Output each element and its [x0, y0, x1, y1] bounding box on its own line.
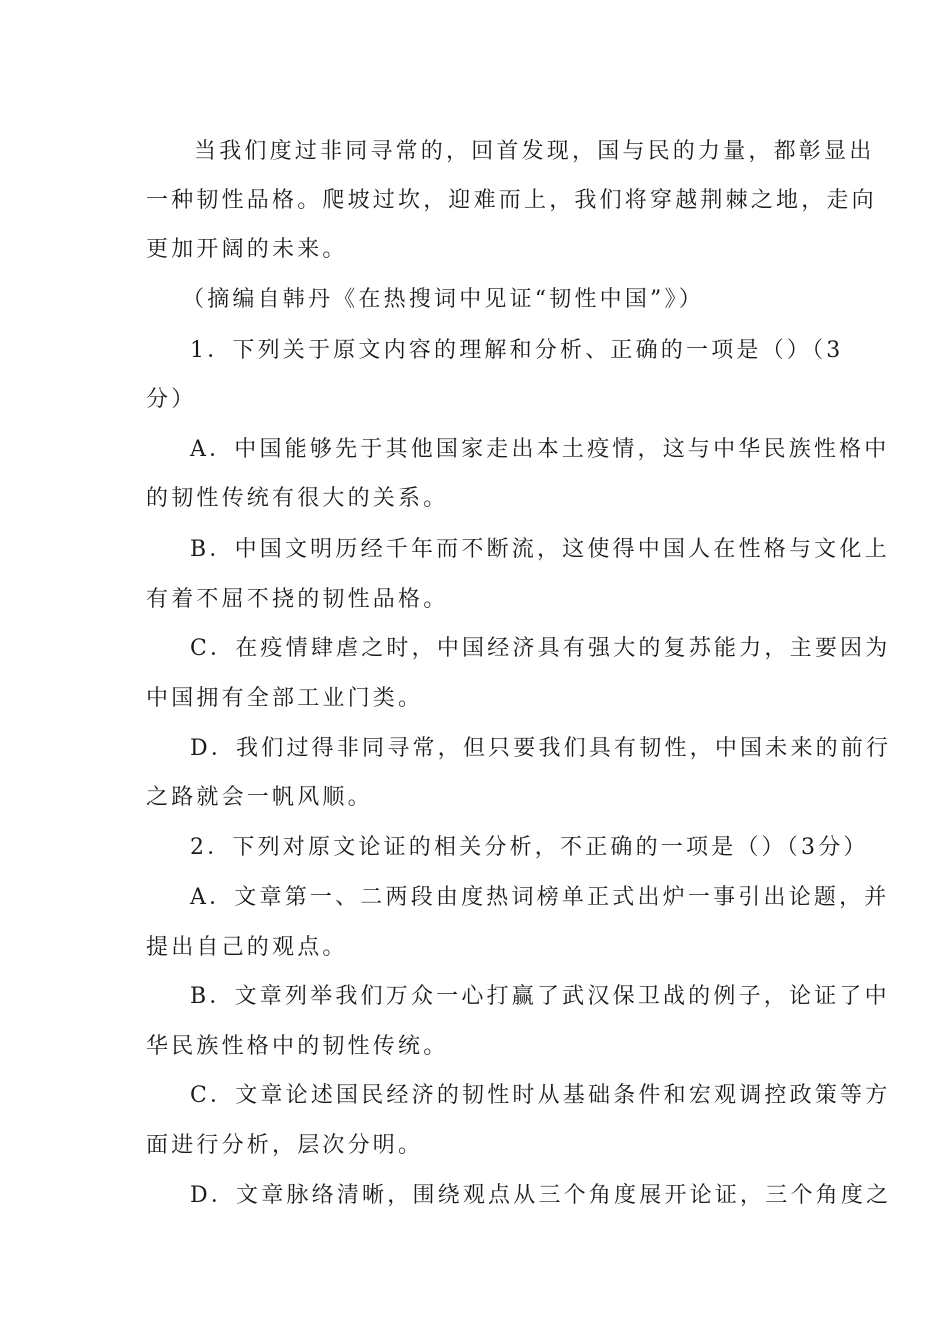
- passage-line-2: 一种韧性品格。爬坡过坎，迎难而上，我们将穿越荆棘之地，走向: [146, 188, 877, 213]
- q2-option-a-line-2: 提出自己的观点。: [146, 935, 348, 960]
- q1-stem-line-2: 分）: [146, 387, 197, 412]
- q1-option-a-line-2: 的韧性传统有很大的关系。: [146, 486, 449, 511]
- q1-option-c-line-2: 中国拥有全部工业门类。: [146, 686, 424, 711]
- q1-option-d-line-2: 之路就会一帆风顺。: [146, 785, 373, 810]
- q1-option-b-line-1: B．中国文明历经千年而不断流，这使得中国人在性格与文化上: [190, 537, 890, 562]
- q1-option-a-line-1: A．中国能够先于其他国家走出本土疫情，这与中华民族性格中: [190, 437, 890, 462]
- q1-option-d-line-1: D．我们过得非同寻常，但只要我们具有韧性，中国未来的前行: [190, 736, 892, 761]
- q2-option-b-line-2: 华民族性格中的韧性传统。: [146, 1034, 449, 1059]
- q2-option-c-line-2: 面进行分析，层次分明。: [146, 1133, 424, 1158]
- q1-option-c-line-1: C．在疫情肆虐之时，中国经济具有强大的复苏能力，主要因为: [190, 636, 891, 661]
- q2-stem-line-1: 2．下列对原文论证的相关分析，不正确的一项是（）（3分）: [190, 835, 869, 860]
- q2-option-b-line-1: B．文章列举我们万众一心打赢了武汉保卫战的例子，论证了中: [190, 984, 890, 1009]
- passage-line-3: 更加开阔的未来。: [146, 237, 348, 262]
- q1-option-b-line-2: 有着不屈不挠的韧性品格。: [146, 587, 449, 612]
- q2-option-a-line-1: A．文章第一、二两段由度热词榜单正式出炉一事引出论题，并: [190, 885, 890, 910]
- q1-stem-line-1: 1．下列关于原文内容的理解和分析、正确的一项是（）（3: [190, 338, 844, 363]
- passage-source: （摘编自韩丹《在热搜词中见证“韧性中国”》）: [182, 287, 704, 312]
- q2-option-d-line-1: D．文章脉络清晰，围绕观点从三个角度展开论证，三个角度之: [190, 1183, 892, 1208]
- q2-option-c-line-1: C．文章论述国民经济的韧性时从基础条件和宏观调控政策等方: [190, 1083, 891, 1108]
- passage-line-1: 当我们度过非同寻常的，回首发现，国与民的力量，都彰显出: [194, 139, 875, 164]
